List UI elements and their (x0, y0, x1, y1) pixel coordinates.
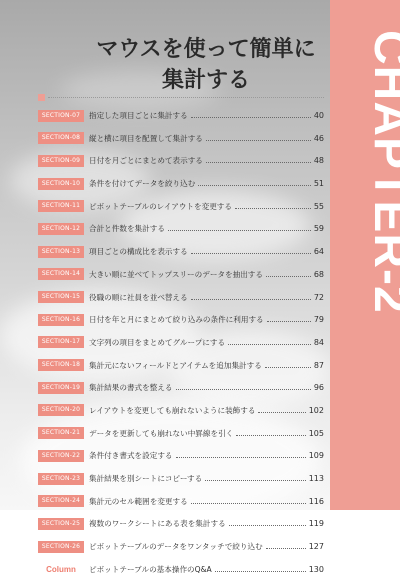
section-badge: SECTION-18 (38, 359, 84, 371)
entry-title: データを更新しても崩れない中罫線を引く (89, 428, 234, 438)
toc-entry[interactable] (38, 356, 324, 375)
dot-leader (191, 299, 311, 300)
toc-entry[interactable] (38, 492, 324, 511)
entry-title: 役職の順に社員を並べ替える (89, 292, 188, 302)
page-number: 109 (308, 451, 324, 461)
page-number: 79 (313, 315, 324, 325)
page-number: 46 (313, 133, 324, 143)
toc-entry[interactable] (38, 333, 324, 352)
dotted-rule (48, 97, 324, 98)
section-badge: SECTION-25 (38, 518, 84, 530)
section-badge: SECTION-22 (38, 450, 84, 462)
dot-leader (258, 412, 305, 413)
page-number: 68 (313, 269, 324, 279)
chapter-label: CHAPTER-2 (364, 30, 417, 314)
dot-leader (191, 503, 306, 504)
toc-entry[interactable] (38, 424, 324, 443)
toc-entry[interactable] (38, 469, 324, 488)
toc-entry[interactable] (38, 106, 324, 125)
entry-title: 複数のワークシートにある表を集計する (89, 519, 226, 529)
toc-entry[interactable] (38, 151, 324, 170)
section-badge: SECTION-16 (38, 314, 84, 326)
dot-leader (191, 117, 311, 118)
page-number: 127 (308, 542, 324, 552)
chapter-title (86, 34, 326, 96)
toc-entry[interactable] (38, 401, 324, 420)
entry-title: 集計結果を別シートにコピーする (89, 474, 203, 483)
toc-entry[interactable] (38, 288, 324, 307)
entry-title: 集計元のセル範囲を変更する (89, 496, 188, 506)
entry-title: 項目ごとの構成比を表示する (89, 247, 188, 257)
section-badge: SECTION-12 (38, 223, 84, 235)
toc-entry[interactable] (38, 310, 324, 329)
toc-entry[interactable] (38, 197, 324, 216)
dot-leader (235, 208, 311, 209)
entry-title: 集計結果の書式を整える (89, 383, 173, 393)
dot-leader (266, 548, 306, 549)
section-marker (38, 94, 45, 101)
page-number: 84 (313, 337, 324, 347)
dot-leader (215, 571, 306, 572)
page-number: 64 (313, 247, 324, 257)
entry-title: ピボットテーブルの基本操作のQ&A (89, 564, 212, 574)
entry-title: 日付を月ごとにまとめて表示する (89, 156, 203, 166)
page-number: 105 (308, 428, 324, 438)
dot-leader (198, 185, 311, 186)
entry-title: 合計と件数を集計する (89, 224, 165, 234)
section-badge: SECTION-08 (38, 132, 84, 144)
column-entry[interactable] (38, 560, 324, 579)
page-number: 40 (313, 111, 324, 120)
dot-leader (168, 230, 311, 231)
page-number: 119 (308, 519, 324, 529)
entry-title: ピボットテーブルのデータをワンタッチで絞り込む (89, 542, 263, 552)
page-number: 96 (313, 383, 324, 393)
section-badge: SECTION-20 (38, 404, 84, 416)
dot-leader (228, 344, 311, 345)
dot-leader (265, 367, 311, 368)
entry-title: 日付を年と月にまとめて絞り込みの条件に利用する (89, 315, 264, 325)
section-badge: SECTION-19 (38, 382, 84, 394)
section-badge: SECTION-15 (38, 291, 84, 303)
section-badge: SECTION-21 (38, 427, 84, 439)
entry-title: 文字列の項目をまとめてグループにする (89, 337, 226, 347)
section-badge: SECTION-14 (38, 268, 84, 280)
section-badge: SECTION-17 (38, 336, 84, 348)
dot-leader (229, 525, 306, 526)
toc-entry[interactable] (38, 219, 324, 238)
dot-leader (176, 389, 311, 390)
page-number: 130 (308, 564, 324, 574)
page-number: 116 (308, 496, 324, 506)
entry-title: 条件を付けてデータを絞り込む (89, 179, 196, 189)
toc-entry[interactable] (38, 129, 324, 148)
entry-title: 縦と横に項目を配置して集計する (89, 133, 203, 143)
entry-title: レイアウトを変更しても崩れないように装飾する (89, 405, 256, 415)
page-number: 48 (313, 156, 324, 166)
page-number: 102 (308, 405, 324, 415)
section-badge: SECTION-23 (38, 473, 84, 485)
dot-leader (205, 480, 305, 481)
column-badge: Column (46, 564, 76, 574)
entry-title: 指定した項目ごとに集計する (89, 111, 188, 120)
table-of-contents (38, 106, 324, 579)
toc-entry[interactable] (38, 265, 324, 284)
toc-entry[interactable] (38, 174, 324, 193)
dot-leader (236, 435, 305, 436)
section-badge: SECTION-10 (38, 178, 84, 190)
toc-entry[interactable] (38, 514, 324, 533)
page-number: 72 (313, 292, 324, 302)
entry-title: 条件付き書式を設定する (89, 451, 173, 461)
page-number: 55 (313, 201, 324, 211)
entry-title: 集計元にないフィールドとアイテムを追加集計する (89, 360, 262, 370)
entry-title: ピボットテーブルのレイアウトを変更する (89, 201, 232, 211)
toc-entry[interactable] (38, 242, 324, 261)
section-badge: SECTION-09 (38, 155, 84, 167)
toc-entry[interactable] (38, 446, 324, 465)
toc-entry[interactable] (38, 537, 324, 556)
section-badge: SECTION-13 (38, 246, 84, 258)
page-number: 87 (313, 360, 324, 370)
toc-entry[interactable] (38, 378, 324, 397)
section-badge: SECTION-07 (38, 110, 84, 122)
chapter-title-line-1: マウスを使って簡単に (96, 37, 316, 62)
page-number: 113 (308, 474, 324, 483)
page-number: 59 (313, 224, 324, 234)
dot-leader (266, 276, 311, 277)
dot-leader (206, 162, 311, 163)
section-badge: SECTION-26 (38, 541, 84, 553)
section-badge: SECTION-24 (38, 495, 84, 507)
chapter-title-line-2: 集計する (161, 68, 250, 93)
dot-leader (176, 457, 306, 458)
dot-leader (267, 321, 311, 322)
section-badge: SECTION-11 (38, 200, 84, 212)
entry-title: 大きい順に並べてトップスリーのデータを抽出する (89, 269, 263, 279)
dot-leader (191, 253, 311, 254)
page-number: 51 (313, 179, 324, 189)
dot-leader (206, 140, 311, 141)
